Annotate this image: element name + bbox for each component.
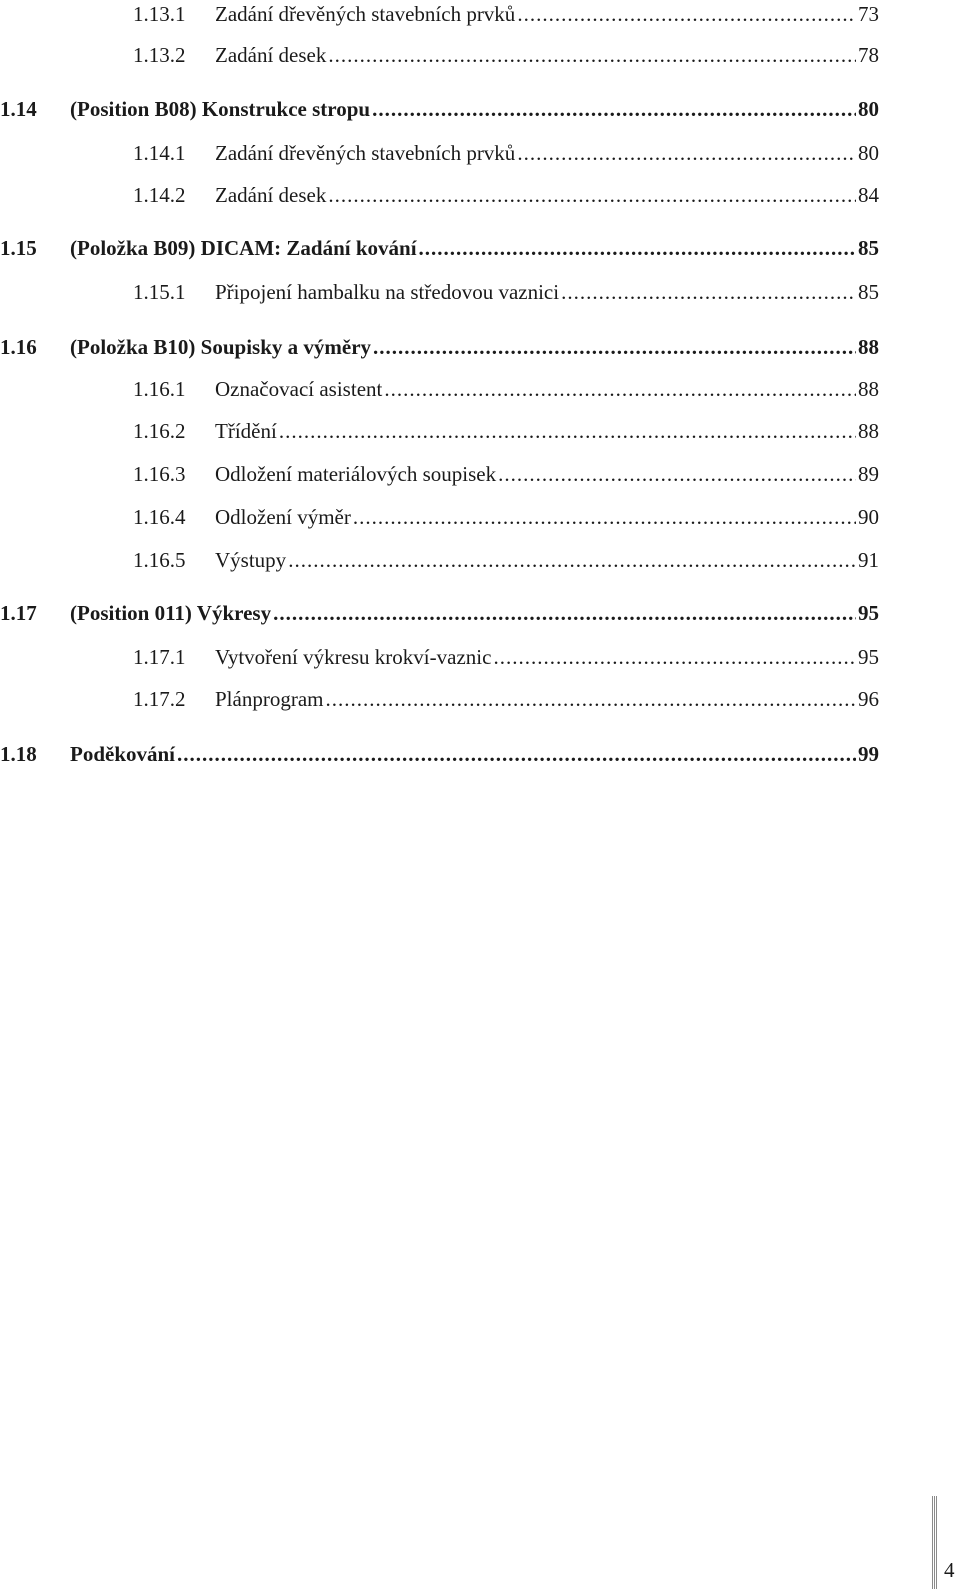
toc-dot-leader [419, 234, 856, 262]
toc-dot-leader [279, 417, 856, 445]
toc-entry-title: (Položka B09) DICAM: Zadání kování [70, 236, 417, 260]
toc-entry-page: 96 [858, 687, 879, 711]
toc-entry-number: 1.13.2 [133, 43, 186, 67]
toc-entry-title: Plánprogram [215, 687, 324, 711]
toc-entry-number: 1.14 [0, 97, 37, 121]
toc-entry-page: 84 [858, 183, 879, 207]
toc-entry-page: 89 [858, 462, 879, 486]
toc-entry-1-13-1[interactable] [133, 0, 879, 28]
toc-entry-number: 1.17.1 [133, 645, 186, 669]
toc-entry-title: Zadání dřevěných stavebních prvků [215, 141, 516, 165]
toc-entry-1-13-2[interactable] [133, 41, 879, 69]
toc-entry-title: Třídění [215, 419, 277, 443]
toc-entry-number: 1.16.4 [133, 505, 186, 529]
toc-dot-leader [373, 333, 856, 361]
toc-entry-title: Zadání desek [215, 183, 327, 207]
toc-entry-number: 1.17.2 [133, 687, 186, 711]
toc-entry-title: (Position 011) Výkresy [70, 601, 272, 625]
toc-entry-title: Poděkování [70, 742, 176, 766]
toc-entry-1-16-5[interactable] [133, 546, 879, 574]
toc-entry-page: 88 [858, 377, 879, 401]
toc-entry-title: (Position B08) Konstrukce stropu [70, 97, 371, 121]
toc-entry-page: 80 [858, 141, 879, 165]
toc-entry-page: 73 [858, 2, 879, 26]
toc-dot-leader [325, 685, 856, 713]
toc-dot-leader [561, 278, 856, 306]
toc-entry-1-16[interactable] [0, 333, 879, 361]
toc-entry-number: 1.14.1 [133, 141, 186, 165]
toc-dot-leader [517, 139, 856, 167]
toc-entry-number: 1.14.2 [133, 183, 186, 207]
toc-dot-leader [493, 643, 856, 671]
toc-entry-page: 85 [858, 236, 879, 260]
toc-entry-page: 88 [858, 419, 879, 443]
toc-entry-1-14-2[interactable] [133, 181, 879, 209]
toc-entry-page: 95 [858, 601, 879, 625]
toc-entry-number: 1.16.2 [133, 419, 186, 443]
toc-entry-number: 1.17 [0, 601, 37, 625]
toc-dot-leader [498, 460, 856, 488]
toc-entry-1-17-1[interactable] [133, 643, 879, 671]
toc-dot-leader [273, 599, 856, 627]
toc-entry-page: 88 [858, 335, 879, 359]
toc-entry-number: 1.16.1 [133, 377, 186, 401]
toc-entry-page: 90 [858, 505, 879, 529]
page-number-rule [932, 1496, 938, 1589]
toc-entry-title: Odložení materiálových soupisek [215, 462, 497, 486]
toc-entry-title: Připojení hambalku na středovou vaznici [215, 280, 560, 304]
toc-dot-leader [328, 181, 856, 209]
toc-entry-title: Vytvoření výkresu krokví-vaznic [215, 645, 492, 669]
toc-entry-page: 78 [858, 43, 879, 67]
toc-entry-number: 1.16.5 [133, 548, 186, 572]
toc-dot-leader [372, 95, 856, 123]
toc-entry-number: 1.15.1 [133, 280, 186, 304]
toc-dot-leader [353, 503, 856, 531]
toc-dot-leader [177, 740, 856, 768]
toc-entry-number: 1.16.3 [133, 462, 186, 486]
toc-dot-leader [384, 375, 856, 403]
toc-entry-1-16-2[interactable] [133, 417, 879, 445]
toc-dot-leader [328, 41, 856, 69]
toc-entry-title: Výstupy [215, 548, 287, 572]
toc-entry-number: 1.16 [0, 335, 37, 359]
toc-entry-number: 1.15 [0, 236, 37, 260]
page-number: 4 [944, 1558, 955, 1582]
toc-dot-leader [288, 546, 856, 574]
toc-entry-title: (Položka B10) Soupisky a výměry [70, 335, 372, 359]
toc-entry-1-14[interactable] [0, 95, 879, 123]
toc-entry-page: 80 [858, 97, 879, 121]
toc-entry-1-16-4[interactable] [133, 503, 879, 531]
toc-entry-title: Zadání dřevěných stavebních prvků [215, 2, 516, 26]
toc-entry-page: 95 [858, 645, 879, 669]
toc-entry-1-16-1[interactable] [133, 375, 879, 403]
toc-entry-number: 1.13.1 [133, 2, 186, 26]
toc-entry-1-18[interactable] [0, 740, 879, 768]
toc-entry-1-16-3[interactable] [133, 460, 879, 488]
toc-entry-title: Odložení výměr [215, 505, 351, 529]
toc-entry-title: Zadání desek [215, 43, 327, 67]
toc-entry-page: 85 [858, 280, 879, 304]
toc-entry-number: 1.18 [0, 742, 37, 766]
toc-entry-1-17[interactable] [0, 599, 879, 627]
toc-entry-1-17-2[interactable] [133, 685, 879, 713]
toc-entry-title: Označovací asistent [215, 377, 383, 401]
toc-entry-1-14-1[interactable] [133, 139, 879, 167]
toc-entry-1-15-1[interactable] [133, 278, 879, 306]
toc-dot-leader [517, 0, 856, 28]
toc-entry-1-15[interactable] [0, 234, 879, 262]
toc-entry-page: 99 [858, 742, 879, 766]
toc-entry-page: 91 [858, 548, 879, 572]
